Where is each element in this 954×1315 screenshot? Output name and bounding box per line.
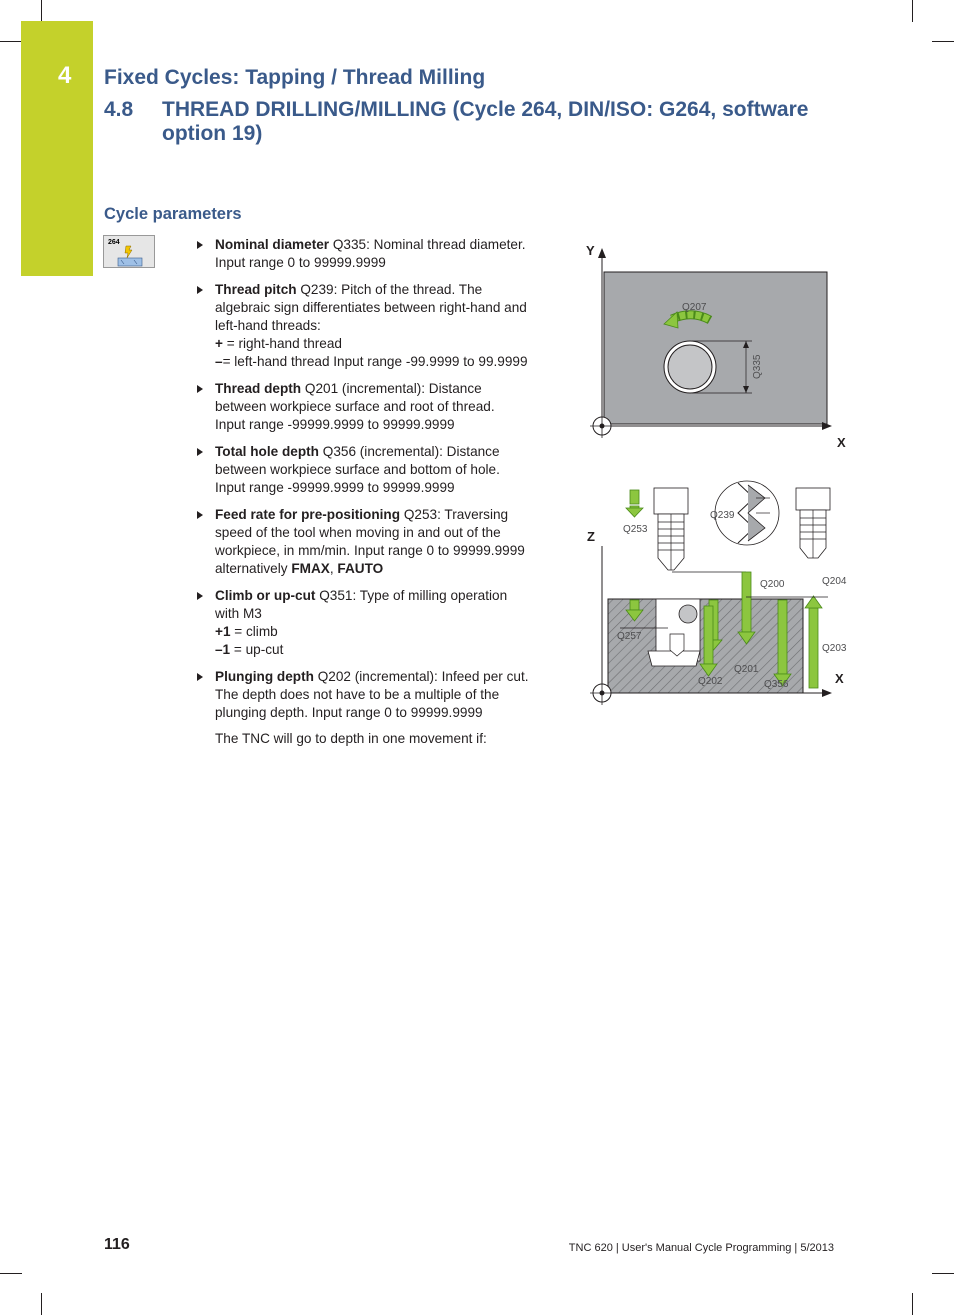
crop-mark [912,1293,913,1315]
q200-arrow [742,572,751,632]
crop-mark [0,41,22,42]
thread-hole-inner [668,345,712,389]
chapter-title: Fixed Cycles: Tapping / Thread Milling [104,66,486,89]
bullet-triangle-icon [197,286,203,294]
param-option: –= left-hand thread Input range -99.9999 to 99.9999 [215,354,528,369]
crop-mark [41,1293,42,1315]
q203-arrow [809,608,818,688]
x-axis-label-side: X [835,671,844,686]
softkey-label: 264 [108,239,120,246]
param-name: Total hole depth [215,444,319,459]
param-text: Q201 (incremental): Distance [304,381,482,396]
param-text: Input range -99999.9999 to 99999.9999 [215,417,455,432]
param-text: with M3 [215,606,262,621]
param-name: Thread depth [215,381,302,396]
q239-label: Q239 [710,510,735,521]
footer-text: TNC 620 | User's Manual Cycle Programming | 5/2013 [568,1242,834,1254]
page-number: 116 [104,1236,130,1253]
tool-right [796,488,830,510]
after-text: The TNC will go to depth in one movement if: [215,731,487,746]
param-text: Q239: Pitch of the thread. The [300,282,483,297]
param-name: Climb or up-cut [215,588,316,603]
param-text: Q335: Nominal thread diameter. [332,237,526,252]
q335-label: Q335 [752,354,763,379]
crop-mark [0,1273,22,1274]
q201-label: Q201 [734,664,759,675]
q356-arrow [778,600,787,674]
param-option: + = right-hand thread [215,336,342,351]
param-text: workpiece, in mm/min. Input range 0 to 99999.9999 [215,543,525,558]
section-number: 4.8 [104,98,134,121]
crop-mark [932,41,954,42]
thread-milling-diagram [580,236,852,708]
bullet-triangle-icon [197,511,203,519]
y-axis-arrow-icon [598,248,606,258]
thread-mill-icon [104,236,156,269]
param-text: Q253: Traversing [403,507,509,522]
param-option: +1 = climb [215,624,278,639]
tool-left [654,488,688,514]
q202-label: Q202 [698,676,723,687]
x-axis-label: X [837,435,846,450]
param-name: Nominal diameter [215,237,330,252]
param-name: Thread pitch [215,282,297,297]
parameter-list [197,236,561,731]
bullet-triangle-icon [197,241,203,249]
param-item [197,506,561,578]
q207-label: Q207 [682,302,707,313]
param-text: Q351: Type of milling operation [319,588,508,603]
param-text: Q202 (incremental): Infeed per cut. [317,669,529,684]
y-axis-label: Y [586,243,595,258]
cycle-264-softkey [103,235,155,268]
q257-arrow [630,600,639,610]
param-text: left-hand threads: [215,318,321,333]
crop-mark [41,0,42,22]
param-text: between workpiece surface and bottom of hole. [215,462,500,477]
q200-label: Q200 [760,579,785,590]
param-text: The depth does not have to be a multiple of the [215,687,500,702]
q204-label: Q204 [822,576,847,587]
param-item [197,281,561,371]
bullet-triangle-icon [197,592,203,600]
workpiece-top [604,272,827,424]
param-text: speed of the tool when moving in and out of the [215,525,501,540]
param-text: Q356 (incremental): Distance [322,444,500,459]
q257-label: Q257 [617,631,642,642]
param-item [197,443,561,497]
param-name: Feed rate for pre-positioning [215,507,401,522]
bullet-triangle-icon [197,448,203,456]
param-text: algebraic sign differentiates between right-hand and [215,300,527,315]
side-view [587,481,847,705]
param-text: Input range -99999.9999 to 99999.9999 [215,480,455,495]
chapter-tab [21,21,93,276]
q253-label: Q253 [623,524,648,535]
crop-mark [912,0,913,22]
param-text: alternatively FMAX, FAUTO [215,561,384,576]
param-name: Plunging depth [215,669,314,684]
param-item [197,380,561,434]
param-item [197,236,561,272]
section-heading: Cycle parameters [104,205,242,223]
z-axis-label: Z [587,529,595,544]
q203-label: Q203 [822,643,847,654]
param-item [197,668,561,722]
section-title: THREAD DRILLING/MILLING (Cycle 264, DIN/ISO: G264, software option 19) [162,98,809,145]
bullet-triangle-icon [197,673,203,681]
q356-label: Q356 [764,679,789,690]
param-text: plunging depth. Input range 0 to 99999.9999 [215,705,483,720]
param-text: Input range 0 to 99999.9999 [215,255,386,270]
crop-mark [932,1273,954,1274]
q253-arrow [630,490,639,504]
param-item [197,587,561,659]
bullet-triangle-icon [197,385,203,393]
q202-arrow [704,606,713,664]
chapter-number: 4 [58,62,72,89]
param-option: –1 = up-cut [215,642,284,657]
param-text: between workpiece surface and root of thread. [215,399,495,414]
x-axis-arrow-side-icon [822,689,832,697]
top-view [586,243,846,450]
